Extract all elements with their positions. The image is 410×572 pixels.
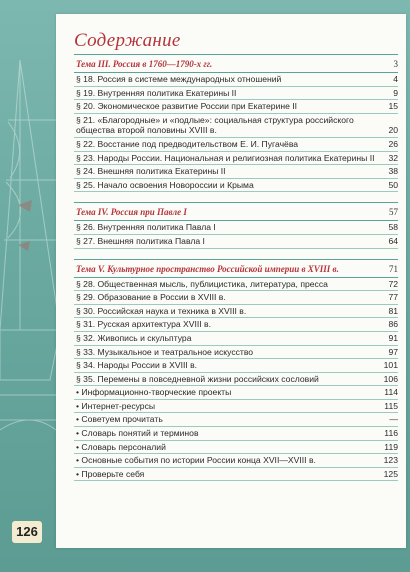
toc-item[interactable] xyxy=(74,165,398,179)
toc-item[interactable] xyxy=(74,318,398,332)
topic-header[interactable] xyxy=(74,202,398,221)
toc-item-text: § 27. Внешняя политика Павла I xyxy=(76,235,205,246)
toc-item[interactable] xyxy=(74,373,398,387)
toc-item[interactable] xyxy=(74,138,398,152)
toc-item-text: § 31. Русская архитектура XVIII в. xyxy=(76,319,211,330)
toc-item[interactable] xyxy=(74,100,398,114)
toc-item-text: § 26. Внутренняя политика Павла I xyxy=(76,222,216,233)
toc-item[interactable] xyxy=(74,468,398,482)
page-title: Содержание xyxy=(74,30,181,51)
toc-item[interactable] xyxy=(74,179,398,193)
topic-title: Тема IV. Россия при Павле I xyxy=(76,207,187,218)
toc-item-page: 77 xyxy=(388,292,398,303)
toc-item-page: 58 xyxy=(388,222,398,233)
toc-item-page: 114 xyxy=(384,387,398,398)
toc-item-text: • Проверьте себя xyxy=(76,468,145,479)
toc-item[interactable] xyxy=(74,332,398,346)
toc-item-text: § 18. Россия в системе международных отношений xyxy=(76,74,282,84)
toc-item-page: 86 xyxy=(388,319,398,330)
toc-item-text: § 35. Перемены в повседневной жизни российских сословий xyxy=(76,373,319,384)
topic-page: 57 xyxy=(389,207,398,218)
toc-item[interactable] xyxy=(74,152,398,166)
toc-item[interactable] xyxy=(74,73,398,87)
toc-item-text: § 19. Внутренняя политика Екатерины II xyxy=(76,87,237,98)
toc-item-page: 64 xyxy=(388,235,398,246)
toc-item[interactable] xyxy=(74,278,398,292)
toc-item[interactable] xyxy=(74,305,398,319)
toc-item-page: 123 xyxy=(383,455,398,466)
toc-item[interactable] xyxy=(74,413,398,427)
toc-item-text: § 32. Живопись и скульптура xyxy=(76,332,192,343)
toc-item-text: § 25. Начало освоения Новороссии и Крыма xyxy=(76,179,254,190)
toc-item-text: § 23. Народы России. Национальная и религиозная политика Екатерины II xyxy=(76,152,375,163)
topic-page: 3 xyxy=(393,59,398,69)
toc-item[interactable] xyxy=(74,346,398,360)
toc-item-text: • Словарь понятий и терминов xyxy=(76,428,199,439)
toc-item-text: • Словарь персоналий xyxy=(76,441,166,452)
toc-item[interactable] xyxy=(74,427,398,441)
toc-item-page: 97 xyxy=(388,346,398,357)
toc-item-page: 20 xyxy=(388,125,398,136)
toc-item-page: 119 xyxy=(384,441,398,452)
toc-item[interactable] xyxy=(74,441,398,455)
toc-item-text: • Информационно-творческие проекты xyxy=(76,387,232,398)
toc-item-page: 116 xyxy=(384,428,398,439)
topic-title: Тема V. Культурное пространство Российской империи в XVIII в. xyxy=(76,263,339,274)
toc-item-page: 101 xyxy=(383,360,398,371)
toc-item[interactable] xyxy=(74,359,398,373)
toc-item[interactable] xyxy=(74,400,398,414)
toc-item[interactable] xyxy=(74,454,398,468)
toc-item-page: 32 xyxy=(388,152,398,163)
toc-item-page: 38 xyxy=(388,166,398,177)
toc-item[interactable] xyxy=(74,386,398,400)
toc-item-text: § 21. «Благородные» и «подлые»: социальная структура российского общества второй половины XVIII в. xyxy=(76,114,354,136)
toc-item-page: 125 xyxy=(383,468,398,479)
toc-item-text: • Интернет-ресурсы xyxy=(76,400,156,411)
toc-item-text: § 33. Музыкальное и театральное искусство xyxy=(76,346,254,357)
toc-item-page: 115 xyxy=(384,400,398,411)
toc-item-text: § 30. Российская наука и техника в XVIII в. xyxy=(76,305,247,316)
toc-item-page: 91 xyxy=(388,332,398,343)
toc-item[interactable] xyxy=(74,87,398,101)
toc-item-text: § 29. Образование в России в XVIII в. xyxy=(76,292,226,303)
toc-item-text: § 24. Внешняя политика Екатерины II xyxy=(76,166,226,177)
toc-item-page: 106 xyxy=(383,373,398,384)
toc-item-page: 4 xyxy=(393,74,398,84)
toc-item[interactable] xyxy=(74,114,398,138)
page-number: 126 xyxy=(12,521,42,543)
table-of-contents xyxy=(74,54,398,481)
topic-header[interactable] xyxy=(74,54,398,73)
toc-item-text: • Советуем прочитать xyxy=(76,414,163,425)
toc-item-text: • Основные события по истории России конца XVII—XVIII в. xyxy=(76,455,316,466)
toc-item-text: § 22. Восстание под предводительством Е. И. Пугачёва xyxy=(76,138,299,149)
toc-item-page: 26 xyxy=(388,138,398,149)
toc-item-text: § 20. Экономическое развитие России при Екатерине II xyxy=(76,101,298,112)
topic-page: 71 xyxy=(389,263,398,274)
toc-item-page: 72 xyxy=(388,278,398,289)
toc-item[interactable] xyxy=(74,221,398,235)
toc-item-page: — xyxy=(389,414,398,425)
toc-item-page: 9 xyxy=(393,87,398,98)
toc-item-text: § 28. Общественная мысль, публицистика, литература, пресса xyxy=(76,278,328,289)
toc-item-page: 81 xyxy=(388,305,398,316)
toc-item-page: 15 xyxy=(388,101,398,112)
toc-item-page: 50 xyxy=(388,179,398,190)
toc-item[interactable] xyxy=(74,291,398,305)
toc-item-text: § 34. Народы России в XVIII в. xyxy=(76,360,198,371)
toc-item[interactable] xyxy=(74,235,398,249)
topic-title: Тема III. Россия в 1760—1790-х гг. xyxy=(76,59,213,69)
topic-header[interactable] xyxy=(74,259,398,278)
